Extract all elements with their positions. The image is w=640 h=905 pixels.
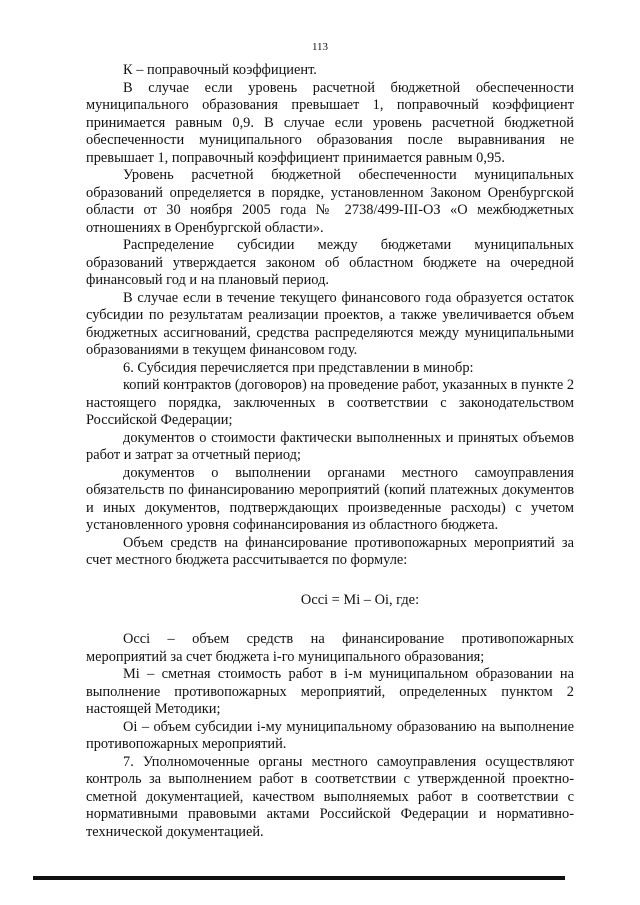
paragraph-formula-intro: Объем средств на финансирование противопожарных мероприятий за счет местного бюджета рассчитывается по формуле: [86,534,574,568]
paragraph-coefficient-values: В случае если уровень расчетной бюджетной обеспеченности муниципального образования превышает 1, поправочный коэффициент принимается равным 0,9. В случае если уровень расчетной бюджетной обеспеченности муниципального образования после выравнивания не превышает 1, поправочный коэффициент принимается равным 0,95. [86,79,574,166]
paragraph-contracts: копий контрактов (договоров) на проведение работ, указанных в пункте 2 настоящего порядка, заключенных в соответствии с законодательством Российской Федерации; [86,377,575,428]
paragraph-coefficient-definition: К – поправочный коэффициент. [123,62,317,78]
definition-occi: Occi – объем средств на финансирование противопожарных мероприятий за счет бюджета i-го муниципального образования; [86,631,574,665]
paragraph-cost-documents: документов о стоимости фактически выполненных и принятых объемов работ и затрат за отчетный период; [86,429,574,463]
document-body [86,62,574,841]
page-number: 113 [311,41,329,53]
bottom-rule [33,876,565,880]
paragraph-obligations: документов о выполнении органами местного самоуправления обязательств по финансированию мероприятий (копий платежных документов и иных документов, подтверждающих произведенные расходы) с учетом установленного уровня софинансирования из областного бюджета. [86,464,574,533]
definition-mi: Mi – сметная стоимость работ в i-м муниципальном образовании на выполнение противопожарных мероприятий, определенных пунктом 2 настоящей Методики; [86,666,574,717]
paragraph-item-6: 6. Субсидия перечисляется при представлении в минобр: [123,359,474,376]
paragraph-budget-level: Уровень расчетной бюджетной обеспеченности муниципальных образований определяется в порядке, установленном Законом Оренбургской области от 30 ноября 2005 года № 2738/499-III-ОЗ «О межбюджетных отношениях в Оренбургской области». [86,167,574,236]
paragraph-remainder: В случае если в течение текущего финансового года образуется остаток субсидии по результатам реализации проектов, а также увеличивается объем бюджетных ассигнований, средства распределяются между муниципальными образованиями в текущем финансовом году. [86,289,574,358]
paragraph-subsidy-distribution: Распределение субсидии между бюджетами муниципальных образований утверждается законом об областном бюджете на очередной финансовый год и на плановый период. [86,237,574,288]
definition-oi: Oi – объем субсидии i-му муниципальному образованию на выполнение противопожарных мероприятий. [86,718,574,752]
paragraph-item-7: 7. Уполномоченные органы местного самоуправления осуществляют контроль за выполнением работ в соответствии с утвержденной проектно-сметной документацией, качеством выполняемых работ в соответствии с нормативными правовыми актами Российской Федерации и нормативно-технической документацией. [86,753,574,840]
formula: Occi = Mi – Oi, где: [300,591,420,608]
